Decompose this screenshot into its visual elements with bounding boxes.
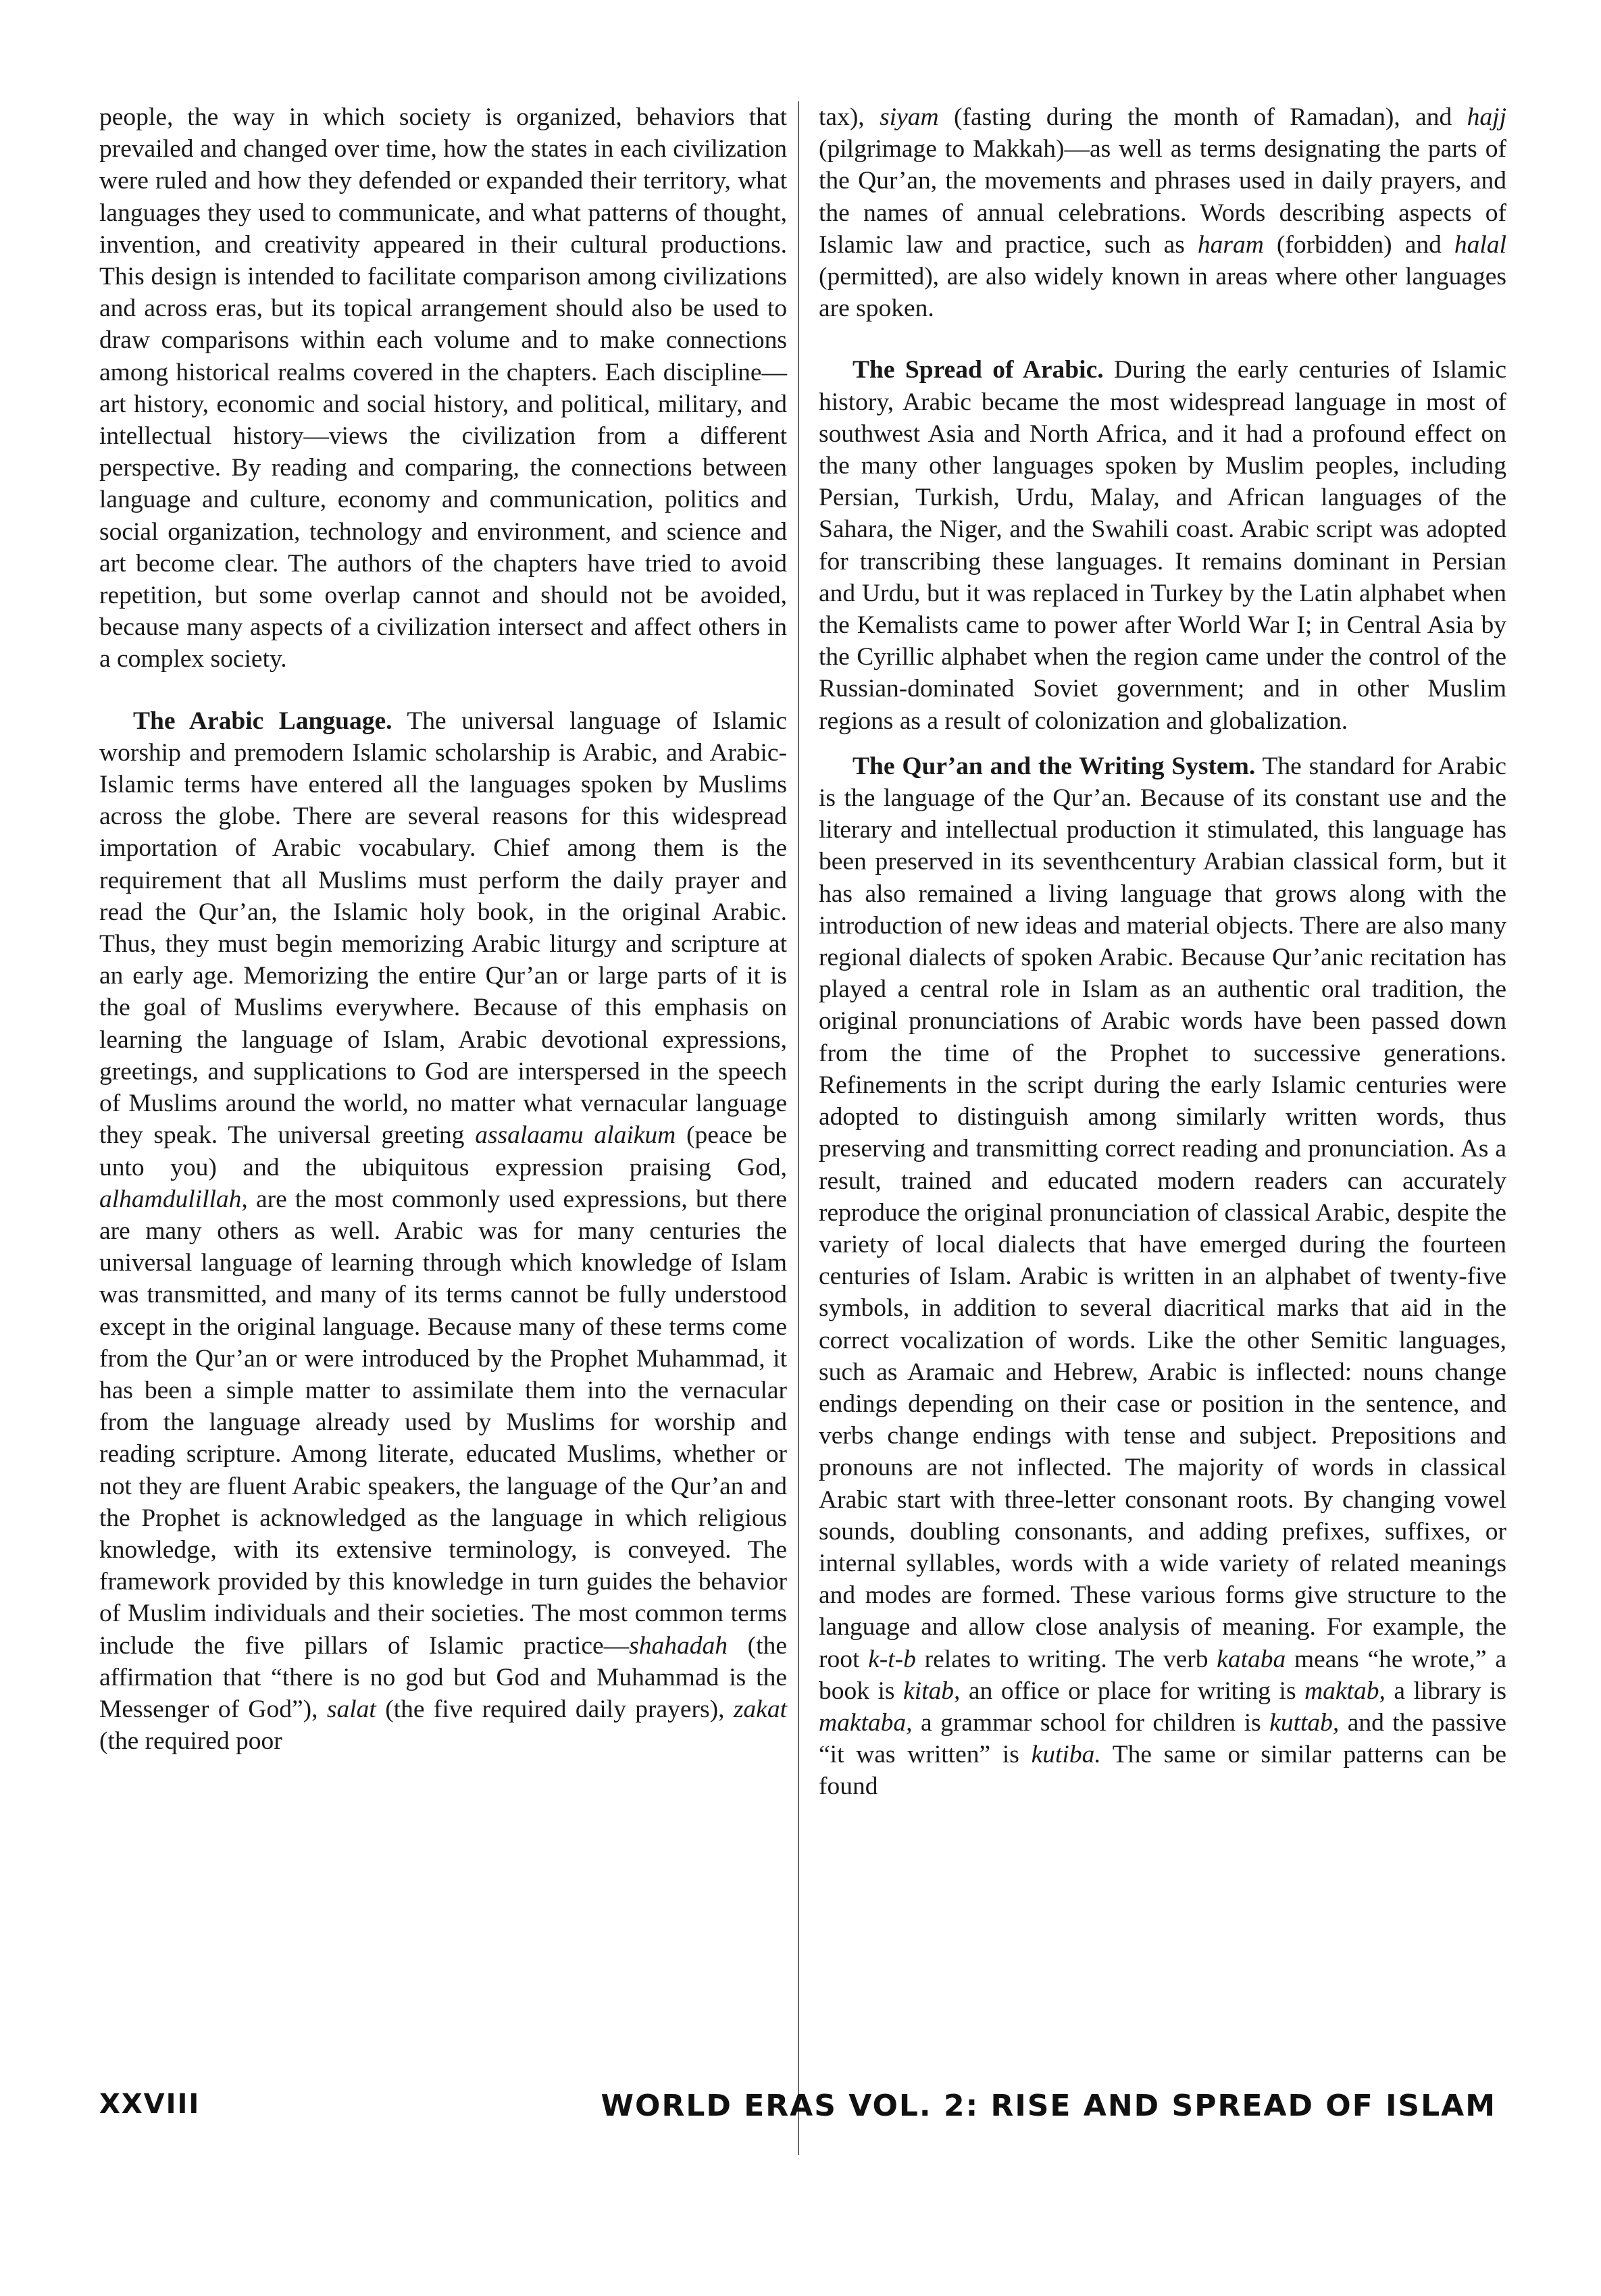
arabic-term: halal xyxy=(1454,230,1506,259)
column-divider xyxy=(798,101,799,2155)
paragraph-text: means “he wrote,” a book is xyxy=(819,1645,1506,1705)
arabic-term: kitab, xyxy=(903,1677,961,1705)
paragraph-quran-writing-system xyxy=(819,750,1506,1803)
paragraph-text: a library is xyxy=(1385,1677,1506,1705)
arabic-term: kataba xyxy=(1217,1645,1286,1673)
paragraph-text: The universal language of Islamic worship and premodern Islamic scholarship is Arabic, and Arabic-Islamic terms have entered all the languages spoken by Muslims across the globe. There are several reasons for this widespread importation of Arabic vocabulary. Chief among them is the requirement that all Muslims must perform the daily prayer and read the Qur’an, the Islamic holy book, in the original Arabic. Thus, they must begin memorizing Arabic liturgy and scripture at an early age. Memorizing the entire Qur’an or large parts of it is the goal of Muslims everywhere. Because of this emphasis on learning the language of Islam, Arabic devotional expressions, greetings, and supplications to God are interspersed in the speech of Muslims around the world, no matter what vernacular language they speak. The universal greeting xyxy=(99,707,787,1150)
section-heading-quran-writing-system: The Qur’an and the Writing System. xyxy=(853,752,1256,780)
arabic-term: hajj xyxy=(1467,103,1506,131)
arabic-term: siyam xyxy=(880,103,939,131)
arabic-term: alhamdulillah, xyxy=(99,1185,248,1213)
arabic-term: k-t-b xyxy=(868,1645,916,1673)
arabic-term: haram xyxy=(1197,230,1264,259)
paragraph-text: are the most commonly used expressions, but there are many others as well. Arabic was for many centuries the universal language of learning through which knowledge of Islam was transmitted, and many of its terms cannot be fully understood except in the original language. Because many of these terms come from the Qur’an or were introduced by the Prophet Muhammad, it has been a simple matter to assimilate them into the vernacular from the language already used by Muslims for worship and reading scripture. Among literate, educated Muslims, whether or not they are fluent Arabic speakers, the language of the Qur’an and the Prophet is acknowledged as the language in which religious knowledge, with its extensive terminology, is conveyed. The framework provided by this knowledge in turn guides the behavior of Muslim individuals and their societies. The most common terms include the five pillars of Islamic practice— xyxy=(99,1185,787,1660)
arabic-term: maktab, xyxy=(1304,1677,1386,1705)
arabic-term: assalaamu alaikum xyxy=(475,1121,676,1150)
section-heading-arabic-language: The Arabic Language. xyxy=(133,707,392,735)
paragraph-text: tax), xyxy=(819,103,880,131)
arabic-term: shahadah xyxy=(629,1631,728,1660)
paragraph-text: During the early centuries of Islamic history, Arabic became the most widespread language in most of southwest Asia and North Africa, and it had a profound effect on the many other languages spoken by Muslim peoples, including Persian, Turkish, Urdu, Malay, and African languages of the Sahara, the Niger, and the Swahili coast. Arabic script was adopted for transcribing these languages. It remains dominant in Persian and Urdu, but it was replaced in Turkey by the Latin alphabet when the Kemalists came to power after World War I; in Central Asia by the Cyrillic alphabet when the region came under the control of the Russian-dominated Soviet government; and in other Muslim regions as a result of colonization and globalization. xyxy=(819,356,1506,735)
paragraph-text: (forbidden) and xyxy=(1263,230,1454,259)
paragraph-intro xyxy=(99,101,787,675)
arabic-term: maktaba, xyxy=(819,1708,913,1737)
paragraph-text: an office or place for writing is xyxy=(960,1677,1305,1705)
left-column xyxy=(99,101,787,1757)
paragraph-text: (pilgrimage to Makkah)—as well as terms designating the parts of the Qur’an, the movements and phrases used in daily prayers, and the names of annual celebrations. Words describing aspects of Islamic law and practice, such as xyxy=(819,135,1506,259)
paragraph-text: relates to writing. The verb xyxy=(915,1645,1217,1673)
arabic-term: kuttab, xyxy=(1269,1708,1340,1737)
paragraph-text: (the required poor xyxy=(99,1727,282,1756)
paragraph-text: a grammar school for children is xyxy=(912,1708,1270,1737)
paragraph-text: (peace be unto you) and the ubiquitous expression praising God, xyxy=(99,1121,788,1181)
paragraph-continued xyxy=(819,101,1506,324)
paragraph-text: (the affirmation that “there is no god but God and Muhammad is the Messenger of God”), xyxy=(99,1631,787,1723)
paragraph-arabic-language xyxy=(99,705,787,1758)
paragraph-text: (permitted), are also widely known in areas where other languages are spoken. xyxy=(819,263,1506,323)
arabic-term: kutiba. xyxy=(1031,1741,1101,1769)
section-heading-spread-of-arabic: The Spread of Arabic. xyxy=(853,356,1104,384)
paragraph-text: The standard for Arabic is the language of the Qur’an. Because of its constant use and the literary and intellectual production it stimulated, this language has been preserved in its seventhcentury Arabian classical form, but it has also remained a living language that grows along with the introduction of new ideas and material objects. There are also many regional dialects of spoken Arabic. Because Qur’anic recitation has played a central role in Islam as an authentic oral tradition, the original pronunciations of Arabic words have been passed down from the time of the Prophet to successive generations. Refinements in the script during the early Islamic centuries were adopted to distinguish among similarly written words, thus preserving and transmitting correct reading and pronunciation. As a result, trained and educated modern readers can accurately reproduce the original pronunciation of classical Arabic, despite the variety of local dialects that have emerged during the fourteen centuries of Islam. Arabic is written in an alphabet of twenty-five symbols, in addition to several diacritical marks that aid in the correct vocalization of words. Like the other Semitic languages, such as Aramaic and Hebrew, Arabic is inflected: nouns change endings depending on their case or position in the sentence, and verbs change endings with tense and subject. Prepositions and pronouns are not inflected. The majority of words in classical Arabic start with three-letter consonant roots. By changing vowel sounds, doubling consonants, and adding prefixes, suffixes, or internal syllables, words with a wide variety of related meanings and modes are formed. These various forms give structure to the language and allow close analysis of meaning. For example, the root xyxy=(819,752,1506,1673)
paragraph-text: people, the way in which society is organized, behaviors that prevailed and changed over time, how the states in each civilization were ruled and how they defended or expanded their territory, what languages they used to communicate, and what patterns of thought, invention, and creativity appeared in their cultural productions. This design is intended to facilitate comparison among civilizations and across eras, but its topical arrangement should also be used to draw comparisons within each volume and to make connections among historical realms covered in the chapters. Each discipline—art history, economic and social history, and political, military, and intellectual history—views the civilization from a different perspective. By reading and comparing, the connections between language and culture, economy and communication, politics and social organization, technology and environment, and science and art become clear. The authors of the chapters have tried to avoid repetition, but some overlap cannot and should not be avoided, because many aspects of a civilization intersect and affect others in a complex society. xyxy=(99,103,787,673)
page-number: XXVIII xyxy=(99,2089,201,2120)
paragraph-spread-of-arabic xyxy=(819,354,1506,736)
paragraph-text: The same or similar patterns can be found xyxy=(819,1741,1506,1801)
right-column xyxy=(819,101,1506,1803)
paragraph-text: (the five required daily prayers), xyxy=(376,1695,734,1723)
paragraph-text: and the passive “it was written” is xyxy=(819,1708,1506,1769)
arabic-term: zakat xyxy=(733,1695,787,1723)
running-title: WORLD ERAS VOL. 2: RISE AND SPREAD OF ISLAM xyxy=(601,2089,1496,2123)
paragraph-text: (fasting during the month of Ramadan), and xyxy=(938,103,1467,131)
arabic-term: salat xyxy=(326,1695,376,1723)
